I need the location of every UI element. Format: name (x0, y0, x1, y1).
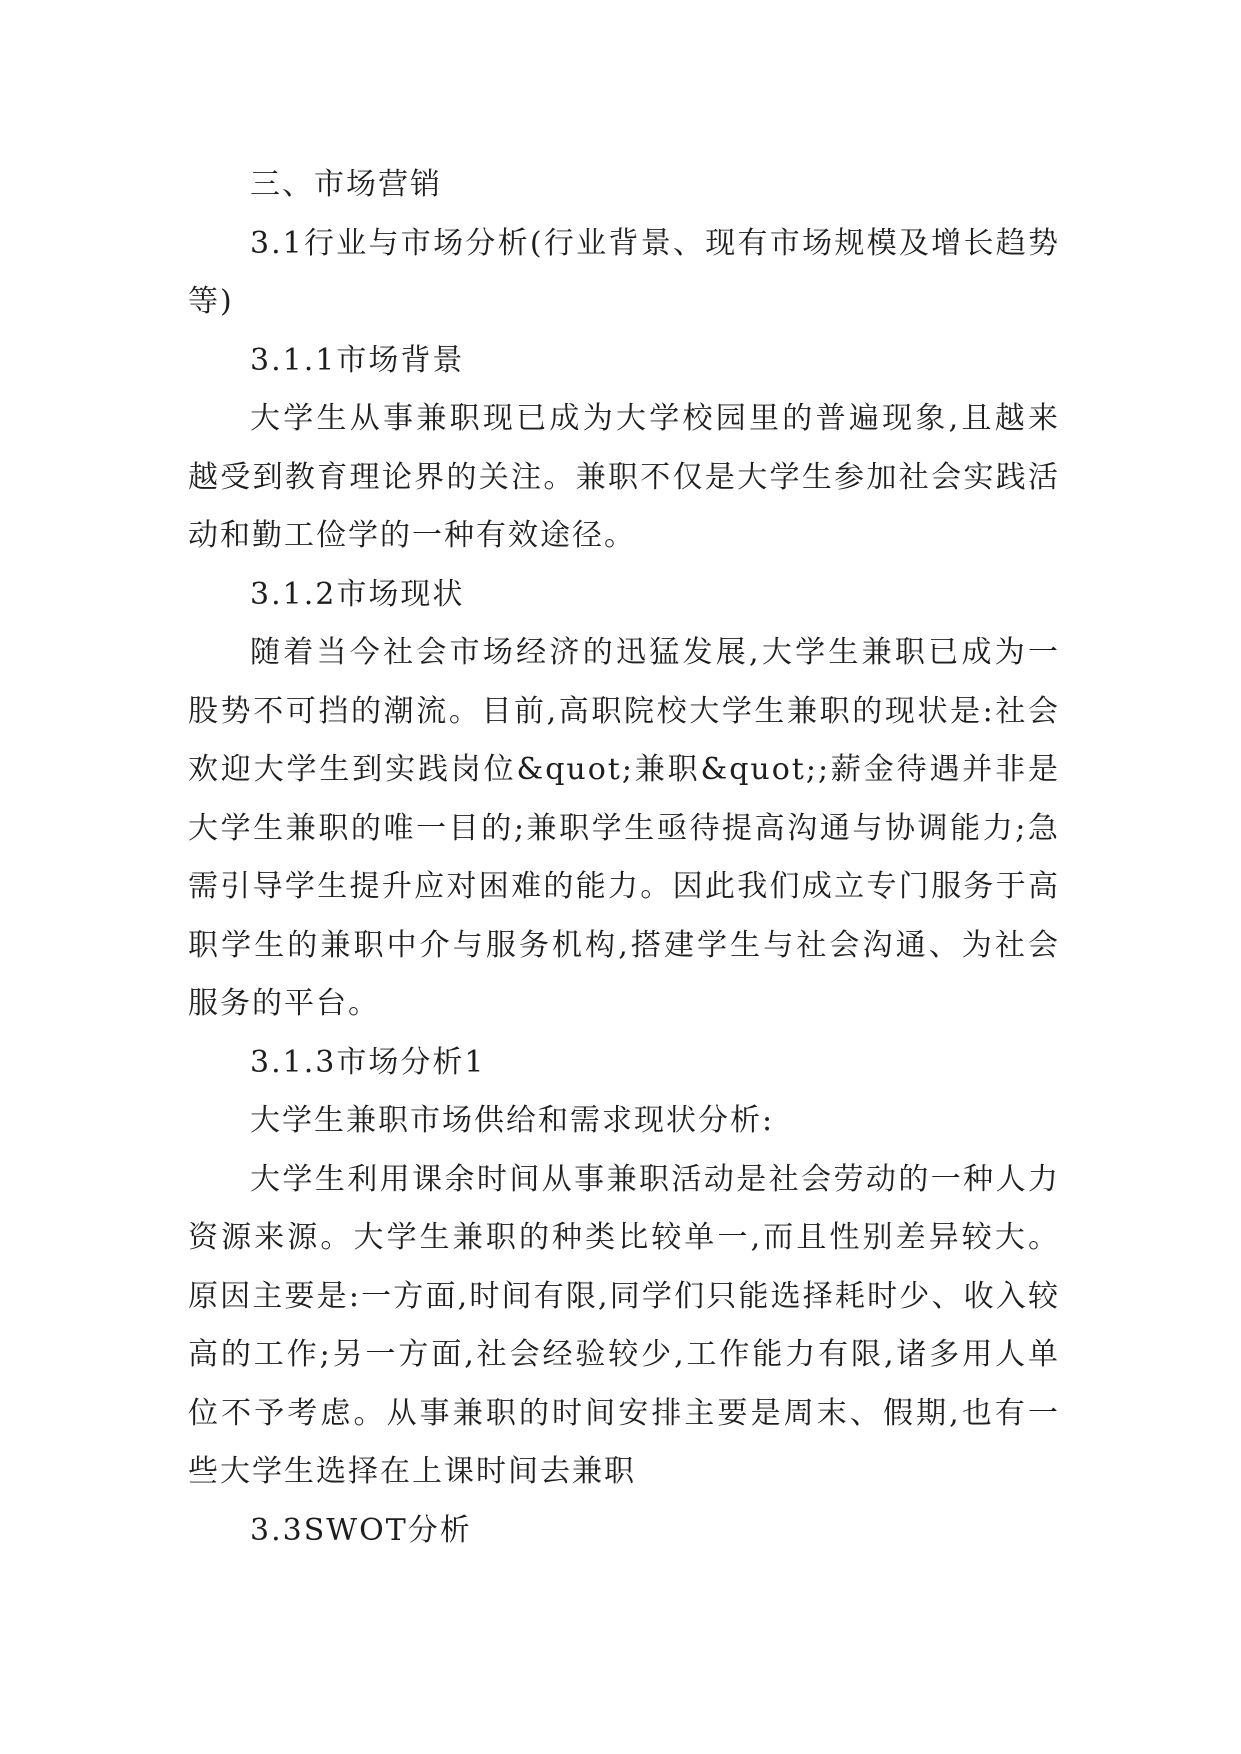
subsection-heading: 3.1行业与市场分析(行业背景、现有市场规模及增长趋势等) (188, 225, 1060, 319)
body-paragraph: 大学生利用课余时间从事兼职活动是社会劳动的一种人力资源来源。大学生兼职的种类比较单一,而且性别差异较大。原因主要是:一方面,时间有限,同学们只能选择耗时少、收入较高的工作;另一方面,社会经验较少,工作能力有限,诸多用人单位不予考虑。从事兼职的时间安排主要是周末、假期,也有一些大学生选择在上课时间去兼职 (188, 1161, 1060, 1489)
body-paragraph: 随着当今社会市场经济的迅猛发展,大学生兼职已成为一股势不可挡的潮流。目前,高职院校大学生兼职的现状是:社会欢迎大学生到实践岗位&quot;兼职&quot;;薪金待遇并非是大学生兼职的唯一目的;兼职学生亟待提高沟通与协调能力;急需引导学生提升应对困难的能力。因此我们成立专门服务于高职学生的兼职中介与服务机构,搭建学生与社会沟通、为社会服务的平台。 (188, 635, 1060, 1021)
subsection-heading: 3.3SWOT分析 (250, 1512, 472, 1548)
subsection-heading: 3.1.1市场背景 (250, 342, 465, 378)
body-paragraph: 大学生从事兼职现已成为大学校园里的普遍现象,且越来越受到教育理论界的关注。兼职不仅是大学生参加社会实践活动和勤工俭学的一种有效途径。 (188, 401, 1060, 553)
document-body (188, 156, 1060, 1560)
body-paragraph: 大学生兼职市场供给和需求现状分析: (250, 1103, 775, 1138)
section-heading: 三、市场营销 (250, 167, 442, 202)
subsection-heading: 3.1.3市场分析1 (250, 1044, 486, 1080)
subsection-heading: 3.1.2市场现状 (250, 576, 465, 612)
